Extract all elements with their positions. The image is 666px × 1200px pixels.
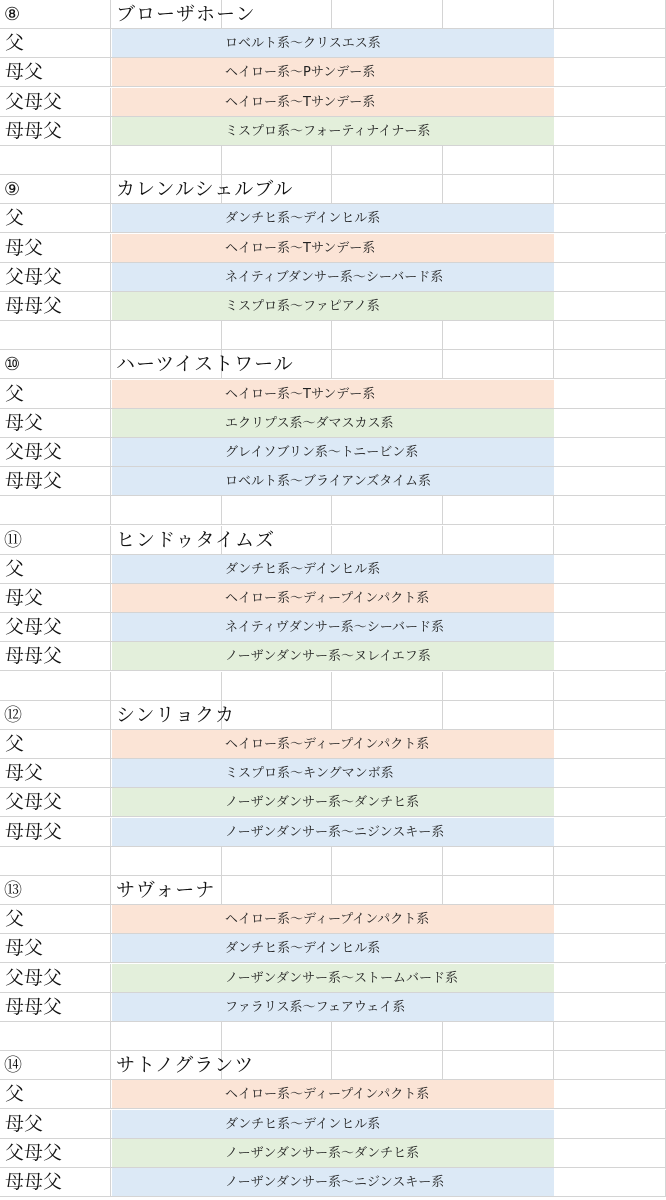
grid-cell[interactable] — [332, 526, 443, 555]
grid-cell[interactable] — [554, 409, 666, 438]
sire-line-text: ノーザンダンサー系～ダンチヒ系 — [225, 795, 420, 810]
relation-label: 父 — [5, 733, 25, 755]
pedigree-row — [0, 29, 666, 58]
grid-cell[interactable] — [554, 905, 666, 934]
pedigree-row — [0, 58, 666, 87]
horse-number: ⑭ — [4, 1055, 22, 1076]
grid-cell[interactable] — [0, 29, 111, 58]
grid-cell[interactable] — [554, 788, 666, 817]
grid-cell[interactable] — [554, 584, 666, 613]
grid-cell[interactable] — [0, 964, 111, 993]
grid-cell[interactable] — [222, 146, 332, 175]
pedigree-row — [0, 818, 666, 847]
pedigree-row — [0, 1139, 666, 1168]
grid-cell[interactable] — [111, 847, 222, 876]
grid-cell[interactable] — [0, 1168, 111, 1197]
sire-line-text: ダンチヒ系～デインヒル系 — [225, 1117, 381, 1132]
grid-cell[interactable] — [222, 526, 332, 555]
grid-cell[interactable] — [0, 350, 111, 379]
grid-cell[interactable] — [443, 847, 554, 876]
grid-cell[interactable] — [222, 1051, 332, 1080]
grid-cell[interactable] — [0, 292, 111, 321]
relation-label: 母母父 — [5, 1171, 63, 1193]
grid-cell[interactable] — [0, 818, 111, 847]
grid-cell[interactable] — [111, 350, 294, 379]
pedigree-row — [0, 788, 666, 817]
grid-cell[interactable] — [332, 0, 443, 29]
sire-line-text: ヘイロー系～ディープインパクト系 — [225, 737, 430, 752]
horse-name: ブローザホーン — [116, 3, 256, 25]
pedigree-row — [0, 905, 666, 934]
pedigree-row — [0, 234, 666, 263]
sire-line-text: ロベルト系～ブライアンズタイム系 — [225, 474, 432, 489]
sire-line-text: ヘイロー系～Pサンデー系 — [225, 65, 376, 80]
pedigree-row — [0, 204, 666, 233]
grid-cell[interactable] — [111, 0, 256, 29]
grid-cell[interactable] — [111, 876, 222, 905]
relation-label: 父母父 — [5, 616, 63, 638]
grid-cell[interactable] — [0, 234, 111, 263]
pedigree-row — [0, 117, 666, 146]
relation-label: 母父 — [5, 61, 44, 83]
grid-cell[interactable] — [443, 526, 554, 555]
grid-cell[interactable] — [554, 730, 666, 759]
sire-line-text: ノーザンダンサー系～ヌレイエフ系 — [225, 649, 431, 664]
grid-cell[interactable] — [0, 555, 111, 584]
pedigree-row — [0, 1080, 666, 1109]
grid-cell[interactable] — [332, 175, 443, 204]
pedigree-row — [0, 1168, 666, 1197]
grid-cell[interactable] — [332, 350, 443, 379]
grid-cell[interactable] — [0, 0, 111, 29]
grid-cell[interactable] — [222, 847, 332, 876]
blank-row — [0, 1022, 666, 1051]
horse-number: ⑬ — [4, 880, 22, 901]
sire-line-text: ヘイロー系～ディープインパクト系 — [225, 1087, 430, 1102]
grid-cell[interactable] — [554, 876, 666, 905]
grid-cell[interactable] — [554, 818, 666, 847]
grid-cell[interactable] — [0, 759, 111, 788]
grid-cell[interactable] — [554, 526, 666, 555]
blank-row — [0, 321, 666, 350]
relation-label: 父 — [5, 383, 25, 405]
horse-number: ⑫ — [4, 705, 22, 726]
horse-header-row — [0, 1051, 666, 1080]
grid-cell[interactable] — [443, 672, 554, 701]
relation-label: 母母父 — [5, 295, 63, 317]
grid-cell[interactable] — [111, 701, 235, 730]
grid-cell[interactable] — [0, 175, 111, 204]
grid-cell[interactable] — [554, 321, 666, 350]
sire-line-text: ノーザンダンサー系～ストームバード系 — [225, 971, 458, 986]
sire-line-text: ミスプロ系～ファピアノ系 — [225, 299, 380, 314]
grid-cell[interactable] — [554, 964, 666, 993]
relation-label: 父母父 — [5, 791, 63, 813]
grid-cell[interactable] — [443, 0, 554, 29]
horse-number: ⑩ — [4, 354, 21, 375]
grid-cell[interactable] — [0, 672, 111, 701]
relation-label: 母父 — [5, 237, 44, 259]
grid-cell[interactable] — [111, 321, 222, 350]
blank-row — [0, 672, 666, 701]
horse-number: ⑨ — [4, 179, 21, 200]
relation-label: 父 — [5, 1083, 25, 1105]
grid-cell[interactable] — [554, 642, 666, 671]
grid-cell[interactable] — [111, 526, 276, 555]
grid-cell[interactable] — [554, 1110, 666, 1139]
pedigree-row — [0, 380, 666, 409]
relation-label: 母母父 — [5, 821, 63, 843]
sire-line-text: ヘイロー系～Tサンデー系 — [225, 241, 376, 256]
grid-cell[interactable] — [443, 350, 554, 379]
relation-label: 父 — [5, 32, 25, 54]
relation-label: 父母父 — [5, 441, 63, 463]
pedigree-row — [0, 759, 666, 788]
sire-line-text: ノーザンダンサー系～ニジンスキー系 — [225, 825, 445, 840]
grid-cell[interactable] — [554, 29, 666, 58]
sire-line-text: ヘイロー系～Tサンデー系 — [225, 387, 376, 402]
grid-cell[interactable] — [443, 1022, 554, 1051]
grid-cell[interactable] — [0, 613, 111, 642]
grid-cell[interactable] — [443, 321, 554, 350]
relation-label: 母父 — [5, 762, 44, 784]
grid-cell[interactable] — [443, 876, 554, 905]
grid-cell[interactable] — [554, 88, 666, 117]
grid-cell[interactable] — [554, 759, 666, 788]
pedigree-row — [0, 584, 666, 613]
grid-cell[interactable] — [0, 263, 111, 292]
pedigree-row — [0, 438, 666, 467]
grid-cell[interactable] — [222, 1022, 332, 1051]
grid-cell[interactable] — [0, 788, 111, 817]
grid-cell[interactable] — [0, 905, 111, 934]
grid-cell[interactable] — [554, 1080, 666, 1109]
grid-cell[interactable] — [0, 1080, 111, 1109]
grid-cell[interactable] — [0, 730, 111, 759]
horse-number: ⑪ — [4, 530, 22, 551]
relation-label: 父 — [5, 908, 25, 930]
horse-number: ⑧ — [4, 4, 21, 25]
grid-cell[interactable] — [0, 58, 111, 87]
horse-header-row — [0, 350, 666, 379]
grid-cell[interactable] — [0, 993, 111, 1022]
grid-cell[interactable] — [222, 175, 332, 204]
blank-row — [0, 496, 666, 525]
horse-header-row — [0, 876, 666, 905]
horse-name: ハーツイストワール — [116, 353, 294, 375]
relation-label: 父 — [5, 207, 25, 229]
grid-cell[interactable] — [554, 234, 666, 263]
horse-header-row — [0, 701, 666, 730]
grid-cell[interactable] — [554, 380, 666, 409]
grid-cell[interactable] — [554, 263, 666, 292]
grid-cell[interactable] — [0, 117, 111, 146]
pedigree-row — [0, 263, 666, 292]
grid-cell[interactable] — [443, 701, 554, 730]
grid-cell[interactable] — [0, 321, 111, 350]
horse-name: サトノグランツ — [116, 1054, 255, 1076]
grid-cell[interactable] — [111, 496, 222, 525]
sire-line-text: グレイソブリン系～トニービン系 — [225, 445, 419, 460]
relation-label: 父 — [5, 558, 25, 580]
grid-cell[interactable] — [0, 380, 111, 409]
grid-cell[interactable] — [0, 847, 111, 876]
horse-name: サヴォーナ — [116, 879, 216, 901]
grid-cell[interactable] — [554, 0, 666, 29]
sire-line-text: ダンチヒ系～デインヒル系 — [225, 211, 381, 226]
grid-cell[interactable] — [554, 58, 666, 87]
sire-line-text: ダンチヒ系～デインヒル系 — [225, 562, 381, 577]
relation-label: 母父 — [5, 412, 44, 434]
relation-label: 母母父 — [5, 645, 63, 667]
grid-cell[interactable] — [0, 438, 111, 467]
grid-cell[interactable] — [554, 204, 666, 233]
grid-cell[interactable] — [332, 1051, 443, 1080]
grid-cell[interactable] — [0, 1139, 111, 1168]
relation-label: 父母父 — [5, 266, 63, 288]
grid-cell[interactable] — [554, 1139, 666, 1168]
grid-cell[interactable] — [443, 1051, 554, 1080]
grid-cell[interactable] — [0, 1051, 111, 1080]
grid-cell[interactable] — [111, 1051, 255, 1080]
grid-cell[interactable] — [554, 438, 666, 467]
sire-line-text: ファラリス系～フェアウェイ系 — [225, 1000, 406, 1015]
pedigree-row — [0, 964, 666, 993]
grid-cell[interactable] — [0, 701, 111, 730]
pedigree-row — [0, 613, 666, 642]
blank-row — [0, 146, 666, 175]
pedigree-row — [0, 409, 666, 438]
grid-cell[interactable] — [332, 876, 443, 905]
grid-cell[interactable] — [554, 496, 666, 525]
grid-cell[interactable] — [222, 876, 332, 905]
grid-cell[interactable] — [332, 701, 443, 730]
grid-cell[interactable] — [554, 847, 666, 876]
relation-label: 母母父 — [5, 120, 63, 142]
pedigree-row — [0, 730, 666, 759]
grid-cell[interactable] — [554, 701, 666, 730]
grid-cell[interactable] — [222, 701, 332, 730]
grid-cell[interactable] — [332, 1022, 443, 1051]
grid-cell[interactable] — [554, 292, 666, 321]
sire-line-text: ネイティブダンサー系～シーバード系 — [225, 270, 444, 285]
relation-label: 父母父 — [5, 91, 63, 113]
grid-cell[interactable] — [0, 584, 111, 613]
sire-line-text: ダンチヒ系～デインヒル系 — [225, 941, 381, 956]
grid-cell[interactable] — [443, 175, 554, 204]
relation-label: 父母父 — [5, 1142, 63, 1164]
grid-cell[interactable] — [332, 321, 443, 350]
pedigree-row — [0, 993, 666, 1022]
blank-row — [0, 847, 666, 876]
horse-header-row — [0, 0, 666, 29]
grid-cell[interactable] — [111, 146, 222, 175]
grid-cell[interactable] — [222, 672, 332, 701]
pedigree-row — [0, 934, 666, 963]
grid-cell[interactable] — [554, 934, 666, 963]
sire-line-text: ヘイロー系～Tサンデー系 — [225, 95, 376, 110]
horse-header-row — [0, 175, 666, 204]
grid-cell[interactable] — [554, 350, 666, 379]
grid-cell[interactable] — [554, 1168, 666, 1197]
grid-cell[interactable] — [0, 204, 111, 233]
grid-cell[interactable] — [0, 409, 111, 438]
sire-line-text: ミスプロ系～キングマンボ系 — [225, 766, 394, 781]
grid-cell[interactable] — [554, 467, 666, 496]
grid-cell[interactable] — [332, 672, 443, 701]
grid-cell[interactable] — [111, 672, 222, 701]
sire-line-text: ネイティヴダンサー系～シーバード系 — [225, 620, 445, 635]
horse-header-row — [0, 526, 666, 555]
pedigree-row — [0, 555, 666, 584]
grid-cell[interactable] — [0, 496, 111, 525]
grid-cell[interactable] — [222, 0, 332, 29]
grid-cell[interactable] — [0, 876, 111, 905]
grid-cell[interactable] — [222, 350, 332, 379]
sire-line-text: ロベルト系～クリスエス系 — [225, 36, 381, 51]
sire-line-text: ノーザンダンサー系～ニジンスキー系 — [225, 1175, 445, 1190]
sire-line-text: ノーザンダンサー系～ダンチヒ系 — [225, 1146, 420, 1161]
grid-cell[interactable] — [554, 175, 666, 204]
grid-cell[interactable] — [554, 613, 666, 642]
grid-cell[interactable] — [554, 1022, 666, 1051]
sire-line-text: エクリプス系～ダマスカス系 — [225, 416, 394, 431]
pedigree-row — [0, 642, 666, 671]
sire-line-text: ヘイロー系～ディープインパクト系 — [225, 591, 430, 606]
horse-name: カレンルシェルブル — [116, 178, 294, 200]
grid-cell[interactable] — [0, 88, 111, 117]
pedigree-row — [0, 88, 666, 117]
grid-cell[interactable] — [0, 146, 111, 175]
grid-cell[interactable] — [332, 146, 443, 175]
grid-cell[interactable] — [222, 496, 332, 525]
grid-cell[interactable] — [332, 496, 443, 525]
grid-cell[interactable] — [554, 672, 666, 701]
sire-line-text: ミスプロ系～フォーティナイナー系 — [225, 124, 431, 139]
horse-name: ヒンドゥタイムズ — [116, 529, 276, 551]
pedigree-row — [0, 292, 666, 321]
grid-cell[interactable] — [222, 321, 332, 350]
relation-label: 父母父 — [5, 967, 63, 989]
grid-cell[interactable] — [0, 1022, 111, 1051]
relation-label: 母父 — [5, 937, 44, 959]
relation-label: 母父 — [5, 1113, 44, 1135]
grid-cell[interactable] — [0, 934, 111, 963]
pedigree-row — [0, 467, 666, 496]
pedigree-row — [0, 1110, 666, 1139]
grid-cell[interactable] — [554, 1051, 666, 1080]
relation-label: 母父 — [5, 587, 44, 609]
grid-cell[interactable] — [554, 117, 666, 146]
relation-label: 母母父 — [5, 470, 63, 492]
grid-cell[interactable] — [554, 555, 666, 584]
grid-cell[interactable] — [554, 146, 666, 175]
sire-line-text: ヘイロー系～ディープインパクト系 — [225, 912, 430, 927]
grid-cell[interactable] — [0, 526, 111, 555]
relation-label: 母母父 — [5, 996, 63, 1018]
grid-cell[interactable] — [111, 175, 294, 204]
grid-cell[interactable] — [0, 1110, 111, 1139]
grid-cell[interactable] — [332, 847, 443, 876]
grid-cell[interactable] — [0, 467, 111, 496]
grid-cell[interactable] — [111, 1022, 222, 1051]
grid-cell[interactable] — [554, 993, 666, 1022]
grid-cell[interactable] — [0, 642, 111, 671]
grid-cell[interactable] — [443, 146, 554, 175]
horse-name: シンリョクカ — [116, 704, 235, 726]
grid-cell[interactable] — [443, 496, 554, 525]
